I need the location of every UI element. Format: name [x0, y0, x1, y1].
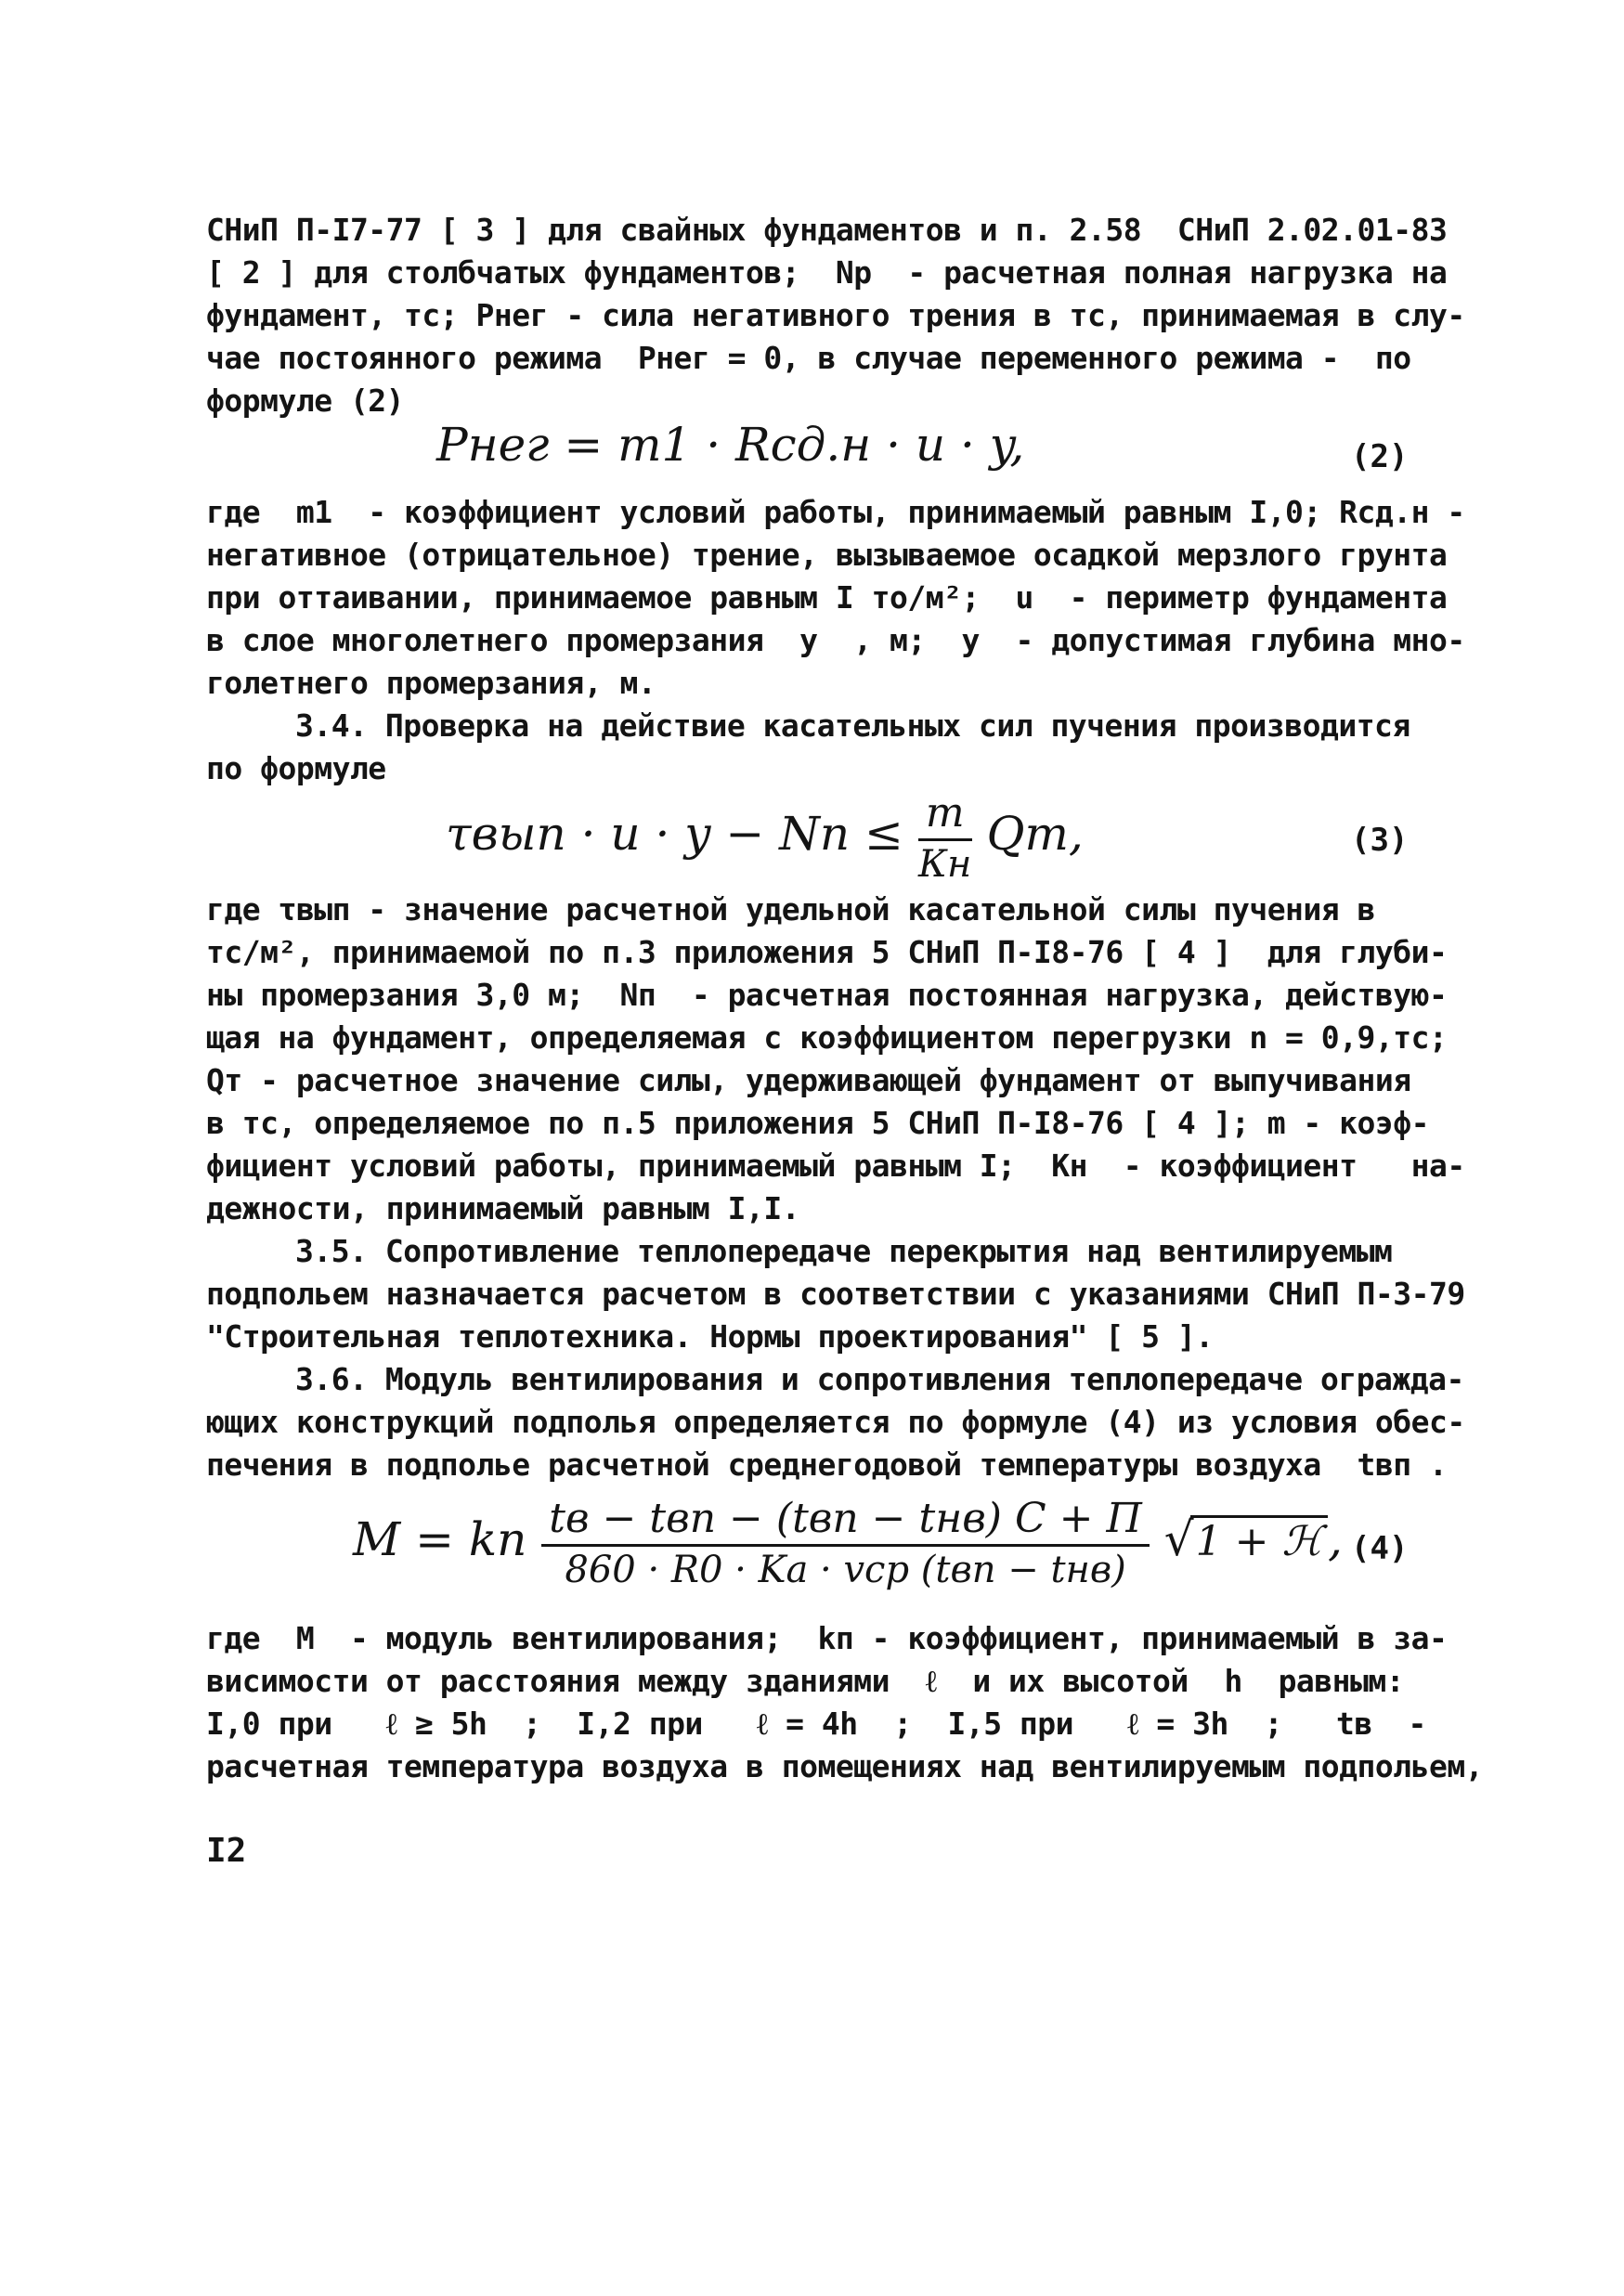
- text-line: дежности, принимаемый равным I,I.: [206, 1190, 800, 1226]
- text-line: ны промерзания 3,0 м; Nп - расчетная постоянная нагрузка, действую-: [206, 977, 1448, 1013]
- text-line: где M - модуль вентилирования; kп - коэффициент, принимаемый в за-: [206, 1620, 1448, 1656]
- formula-4-tail: ,: [1327, 1512, 1343, 1566]
- text-line: голетнего промерзания, м.: [206, 665, 656, 701]
- text-line: висимости от расстояния между зданиями ℓ и их высотой h равным:: [206, 1663, 1405, 1699]
- formula-3: [446, 789, 1084, 886]
- formula-3-numerator: m: [918, 789, 972, 841]
- text-line: 3.6. Модуль вентилирования и сопротивления теплопередаче огражда-: [295, 1361, 1464, 1397]
- formula-3-fraction: [918, 789, 972, 886]
- text-line: в тс, определяемое по п.5 приложения 5 СНиП П-I8-76 [ 4 ]; m - коэф-: [206, 1105, 1430, 1141]
- text-line: подпольем назначается расчетом в соответствии с указаниями СНиП П-3-79: [206, 1276, 1465, 1312]
- text-line: в слое многолетнего промерзания y , м; y - допустимая глубина мно-: [206, 622, 1465, 658]
- sqrt-icon: √: [1163, 1512, 1194, 1566]
- text-line: [ 2 ] для столбчатых фундаментов; Np - расчетная полная нагрузка на: [206, 254, 1448, 291]
- formula-2: Pнег = m1 · Rсд.н · u · y,: [436, 418, 1025, 472]
- formula-4-numerator: tв − tвп − (tвп − tнв) C + П: [541, 1495, 1150, 1547]
- formula-4-fraction: [541, 1495, 1150, 1591]
- equation-number-3: (3): [1351, 822, 1409, 859]
- text-line: где m1 - коэффициент условий работы, принимаемый равным I,0; Rсд.н -: [206, 494, 1465, 530]
- formula-3-right: Qт,: [986, 807, 1084, 861]
- text-line: I,0 при ℓ ≥ 5h ; I,2 при ℓ = 4h ; I,5 при ℓ = 3h ; tв -: [206, 1706, 1426, 1742]
- text-line: по формуле: [206, 750, 386, 786]
- formula-4-denominator: 860 · R0 · Ka · vср (tвп − tнв): [565, 1549, 1126, 1591]
- text-line: "Строительная теплотехника. Нормы проектирования" [ 5 ].: [206, 1318, 1214, 1355]
- text-line: 3.5. Сопротивление теплопередаче перекрытия над вентилируемым: [295, 1233, 1393, 1269]
- formula-3-denominator: Кн: [918, 843, 972, 886]
- text-line: СНиП П-I7-77 [ 3 ] для свайных фундаментов и п. 2.58 СНиП 2.02.01-83: [206, 212, 1448, 248]
- page-number: I2: [206, 1832, 247, 1870]
- text-line: фундамент, тс; Pнег - сила негативного трения в тс, принимаемая в слу-: [206, 297, 1465, 333]
- text-line: печения в подполье расчетной среднегодовой температуры воздуха tвп .: [206, 1446, 1448, 1483]
- text-line: 3.4. Проверка на действие касательных сил пучения производится: [295, 707, 1410, 744]
- text-line: негативное (отрицательное) трение, вызываемое осадкой мерзлого грунта: [206, 537, 1448, 573]
- equation-number-4: (4): [1351, 1530, 1409, 1567]
- text-line: ющих конструкций подполья определяется по формуле (4) из условия обес-: [206, 1404, 1465, 1440]
- text-line: формуле (2): [206, 383, 405, 419]
- equation-number-2: (2): [1351, 438, 1409, 475]
- text-line: тс/м², принимаемой по п.3 приложения 5 СНиП П-I8-76 [ 4 ] для глуби-: [206, 934, 1448, 970]
- text-line: чае постоянного режима Pнег = 0, в случае переменного режима - по: [206, 340, 1411, 376]
- text-line: щая на фундамент, определяемая с коэффициентом перегрузки n = 0,9,тс;: [206, 1019, 1448, 1056]
- formula-4-radicand: 1 + ℋ: [1190, 1515, 1328, 1565]
- text-line: Qт - расчетное значение силы, удерживающей фундамент от выпучивания: [206, 1062, 1411, 1098]
- formula-4: [353, 1495, 1343, 1591]
- formula-4-left: M = kп: [353, 1512, 527, 1566]
- text-line: фициент условий работы, принимаемый равным I; Кн - коэффициент на-: [206, 1148, 1465, 1184]
- text-line: расчетная температура воздуха в помещениях над вентилируемым подпольем,: [206, 1748, 1484, 1784]
- text-line: при оттаивании, принимаемое равным I то/м²; u - периметр фундамента: [206, 579, 1448, 616]
- text-line: где τвып - значение расчетной удельной касательной силы пучения в: [206, 891, 1375, 927]
- formula-3-left: τвып · u · y − Nп ≤: [446, 807, 903, 861]
